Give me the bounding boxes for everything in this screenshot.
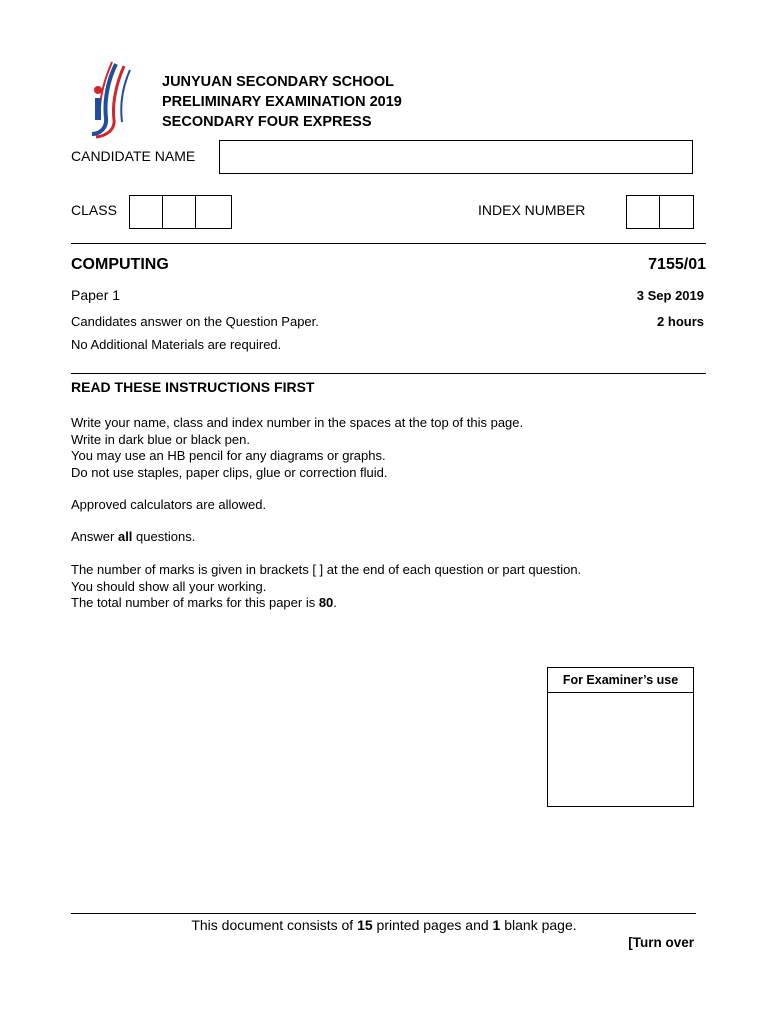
exam-header [162,72,402,132]
instructions-block-1 [71,415,523,481]
instructions-block-2 [71,497,266,514]
instruction-text: questions. [132,529,196,544]
class-field[interactable] [129,195,232,229]
candidate-name-field[interactable] [219,140,693,174]
school-logo [86,60,134,140]
footer-text: blank page. [500,917,577,933]
divider [71,243,706,244]
class-cell[interactable] [130,196,163,228]
class-cell[interactable] [163,196,196,228]
candidate-name-label: CANDIDATE NAME [71,148,196,164]
school-logo-icon [86,60,134,140]
materials-note: No Additional Materials are required. [71,337,282,352]
examiner-use-box [547,667,694,807]
instruction-text: . [333,595,337,610]
exam-date: 3 Sep 2019 [636,288,704,303]
total-marks: 80 [318,595,334,610]
index-number-field[interactable] [626,195,694,229]
instruction-emphasis: all [117,529,133,544]
exam-level: SECONDARY FOUR EXPRESS [162,114,372,130]
instruction-text: The total number of marks for this paper is [71,595,319,610]
blank-page-count: 1 [492,917,501,933]
footer-divider [71,913,696,914]
subject-title: COMPUTING [71,256,169,273]
class-cell[interactable] [196,196,229,228]
examiner-use-heading: For Examiner’s use [548,668,693,693]
divider [71,373,706,374]
instruction-line: The number of marks is given in brackets [ ] at the end of each question or part question. [71,562,582,577]
instruction-line: Write your name, class and index number in the spaces at the top of this page. [71,415,524,430]
instruction-line: You should show all your working. [71,578,267,594]
class-label: CLASS [71,202,117,218]
instruction-line [71,595,581,612]
instructions-block-3 [71,529,195,546]
answer-instruction: Candidates answer on the Question Paper. [71,314,319,329]
instruction-line: Write in dark blue or black pen. [71,431,250,447]
exam-duration: 2 hours [657,314,704,329]
index-cell[interactable] [660,196,693,228]
paper-code: 7155/01 [648,256,706,273]
paper-number: Paper 1 [71,287,121,303]
turn-over-note: [Turn over [628,935,694,950]
instruction-line: Approved calculators are allowed. [71,497,267,512]
index-cell[interactable] [627,196,660,228]
footer-text: printed pages and [372,917,493,933]
footer-text: This document consists of [191,917,358,933]
instruction-line [71,529,195,546]
printed-page-count: 15 [357,917,373,933]
exam-title: PRELIMINARY EXAMINATION 2019 [162,94,402,110]
index-number-label: INDEX NUMBER [478,202,586,218]
instruction-text: Answer [71,529,118,544]
page-count-note [0,917,768,933]
instruction-line: Do not use staples, paper clips, glue or correction fluid. [71,464,388,480]
instructions-block-4 [71,562,581,612]
instructions-heading: READ THESE INSTRUCTIONS FIRST [71,379,315,395]
instruction-line: You may use an HB pencil for any diagrams or graphs. [71,448,386,463]
school-name: JUNYUAN SECONDARY SCHOOL [162,74,395,90]
